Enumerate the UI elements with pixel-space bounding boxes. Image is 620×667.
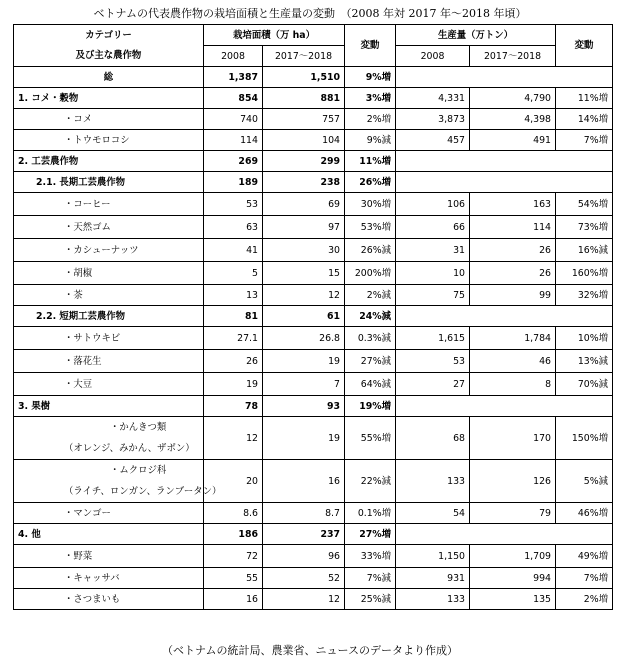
production-empty-cell <box>396 151 613 172</box>
production-2017-cell: 491 <box>470 130 556 151</box>
table-row <box>14 216 613 239</box>
crop-label-detail: （ライチ、ロンガン、ランブータン） <box>64 486 222 497</box>
area-change-cell: 200%増 <box>345 262 396 285</box>
area-2017-cell: 69 <box>263 193 345 216</box>
table-row <box>14 460 613 503</box>
area-2008-cell: 13 <box>204 285 263 306</box>
area-change-cell: 0.1%増 <box>345 503 396 524</box>
table-row <box>14 88 613 109</box>
production-2017-cell: 99 <box>470 285 556 306</box>
area-change-cell: 27%減 <box>345 350 396 373</box>
area-2017-cell: 238 <box>263 172 345 193</box>
production-2008-cell: 106 <box>396 193 470 216</box>
crop-label-detail: （オレンジ、みかん、ザボン） <box>64 443 195 454</box>
crop-label: ・野菜 <box>14 545 204 568</box>
crop-label-main: ・ムクロジ科 <box>110 465 167 476</box>
crop-label: ・天然ゴム <box>14 216 204 239</box>
production-change-cell: 5%減 <box>556 460 613 503</box>
area-2017-cell: 881 <box>263 88 345 109</box>
area-2017-cell: 97 <box>263 216 345 239</box>
production-2008-cell: 931 <box>396 568 470 589</box>
area-change-cell: 26%増 <box>345 172 396 193</box>
area-2008-cell: 5 <box>204 262 263 285</box>
production-2008-cell: 457 <box>396 130 470 151</box>
production-2008-cell: 3,873 <box>396 109 470 130</box>
production-2017-cell: 1,784 <box>470 327 556 350</box>
table-row <box>14 67 613 88</box>
production-2017-cell: 135 <box>470 589 556 610</box>
area-2017-cell: 19 <box>263 350 345 373</box>
table-row <box>14 262 613 285</box>
table-row <box>14 396 613 417</box>
production-empty-cell <box>396 396 613 417</box>
crop-label: ・落花生 <box>14 350 204 373</box>
area-2017-cell: 7 <box>263 373 345 396</box>
table-row <box>14 172 613 193</box>
area-2017-cell: 96 <box>263 545 345 568</box>
area-2017-cell: 299 <box>263 151 345 172</box>
table-row <box>14 239 613 262</box>
production-2008-cell: 1,150 <box>396 545 470 568</box>
production-change-cell: 54%増 <box>556 193 613 216</box>
table-row <box>14 327 613 350</box>
table-row <box>14 151 613 172</box>
production-change-cell: 32%増 <box>556 285 613 306</box>
header-area-change: 変動 <box>345 25 396 67</box>
production-2017-cell: 114 <box>470 216 556 239</box>
production-change-cell: 46%増 <box>556 503 613 524</box>
header-production-change: 変動 <box>556 25 613 67</box>
area-change-cell: 2%増 <box>345 109 396 130</box>
table-row <box>14 109 613 130</box>
area-change-cell: 2%減 <box>345 285 396 306</box>
production-2008-cell: 68 <box>396 417 470 460</box>
production-2017-cell: 8 <box>470 373 556 396</box>
crop-statistics-table <box>13 24 613 610</box>
crop-label: ・コメ <box>14 109 204 130</box>
area-2008-cell: 19 <box>204 373 263 396</box>
production-2017-cell: 79 <box>470 503 556 524</box>
crop-label: ・さつまいも <box>14 589 204 610</box>
table-row <box>14 545 613 568</box>
crop-label: 3. 果樹 <box>14 396 204 417</box>
header-area: 栽培面積（万 ha） <box>204 25 345 46</box>
area-2017-cell: 8.7 <box>263 503 345 524</box>
table-row <box>14 193 613 216</box>
area-change-cell: 64%減 <box>345 373 396 396</box>
area-change-cell: 53%増 <box>345 216 396 239</box>
table-row <box>14 306 613 327</box>
table-title: ベトナムの代表農作物の栽培面積と生産量の変動 （2008 年対 2017 年～2018 年頃） <box>93 7 527 20</box>
crop-label: ・サトウキビ <box>14 327 204 350</box>
production-2008-cell: 1,615 <box>396 327 470 350</box>
area-change-cell: 9%減 <box>345 130 396 151</box>
production-2008-cell: 133 <box>396 589 470 610</box>
production-2017-cell: 163 <box>470 193 556 216</box>
area-2017-cell: 12 <box>263 285 345 306</box>
area-2008-cell: 81 <box>204 306 263 327</box>
area-change-cell: 11%増 <box>345 151 396 172</box>
table-row <box>14 524 613 545</box>
production-change-cell: 73%増 <box>556 216 613 239</box>
area-2008-cell: 740 <box>204 109 263 130</box>
crop-label: 4. 他 <box>14 524 204 545</box>
header-area-2008: 2008 <box>204 46 263 67</box>
area-2008-cell: 55 <box>204 568 263 589</box>
area-2008-cell: 27.1 <box>204 327 263 350</box>
production-2008-cell: 10 <box>396 262 470 285</box>
area-change-cell: 55%増 <box>345 417 396 460</box>
area-2017-cell: 19 <box>263 417 345 460</box>
table-row <box>14 417 613 460</box>
area-2017-cell: 1,510 <box>263 67 345 88</box>
production-change-cell: 10%増 <box>556 327 613 350</box>
crop-label <box>14 460 222 503</box>
area-2017-cell: 757 <box>263 109 345 130</box>
production-2017-cell: 126 <box>470 460 556 503</box>
production-change-cell: 7%増 <box>556 568 613 589</box>
crop-label: ・コーヒー <box>14 193 204 216</box>
area-change-cell: 27%増 <box>345 524 396 545</box>
crop-label: ・トウモロコシ <box>14 130 204 151</box>
header-production-2008: 2008 <box>396 46 470 67</box>
crop-label: 2.2. 短期工芸農作物 <box>14 306 204 327</box>
crop-label: ・カシューナッツ <box>14 239 204 262</box>
production-2008-cell: 53 <box>396 350 470 373</box>
area-2017-cell: 237 <box>263 524 345 545</box>
production-change-cell: 70%減 <box>556 373 613 396</box>
header-area-2017: 2017～2018 <box>263 46 345 67</box>
table-row <box>14 568 613 589</box>
production-empty-cell <box>396 67 613 88</box>
area-change-cell: 0.3%減 <box>345 327 396 350</box>
area-2017-cell: 52 <box>263 568 345 589</box>
area-2008-cell: 114 <box>204 130 263 151</box>
production-2017-cell: 26 <box>470 262 556 285</box>
area-2008-cell: 53 <box>204 193 263 216</box>
area-2017-cell: 104 <box>263 130 345 151</box>
area-2017-cell: 26.8 <box>263 327 345 350</box>
area-2008-cell: 41 <box>204 239 263 262</box>
table-row <box>14 130 613 151</box>
crop-label: ・キャッサバ <box>14 568 204 589</box>
production-empty-cell <box>396 172 613 193</box>
production-empty-cell <box>396 524 613 545</box>
area-2008-cell: 26 <box>204 350 263 373</box>
header-production-2017: 2017～2018 <box>470 46 556 67</box>
production-2008-cell: 31 <box>396 239 470 262</box>
area-change-cell: 24%減 <box>345 306 396 327</box>
area-change-cell: 19%増 <box>345 396 396 417</box>
area-2008-cell: 1,387 <box>204 67 263 88</box>
production-2008-cell: 66 <box>396 216 470 239</box>
area-change-cell: 7%減 <box>345 568 396 589</box>
production-change-cell: 11%増 <box>556 88 613 109</box>
crop-label: 2. 工芸農作物 <box>14 151 204 172</box>
production-empty-cell <box>396 306 613 327</box>
area-2017-cell: 93 <box>263 396 345 417</box>
area-2008-cell: 854 <box>204 88 263 109</box>
production-change-cell: 13%減 <box>556 350 613 373</box>
area-2017-cell: 30 <box>263 239 345 262</box>
crop-label <box>14 417 204 460</box>
production-change-cell: 7%増 <box>556 130 613 151</box>
area-change-cell: 30%増 <box>345 193 396 216</box>
production-2008-cell: 133 <box>396 460 470 503</box>
production-2008-cell: 75 <box>396 285 470 306</box>
crop-label: ・胡椒 <box>14 262 204 285</box>
header-category: カテゴリー <box>14 25 204 46</box>
area-2008-cell: 12 <box>204 417 263 460</box>
area-2008-cell: 186 <box>204 524 263 545</box>
table-row <box>14 285 613 306</box>
area-2008-cell: 78 <box>204 396 263 417</box>
production-change-cell: 14%増 <box>556 109 613 130</box>
table-row <box>14 350 613 373</box>
production-2017-cell: 994 <box>470 568 556 589</box>
production-2017-cell: 1,709 <box>470 545 556 568</box>
area-2008-cell: 269 <box>204 151 263 172</box>
source-note: （ベトナムの統計局、農業省、ニュースのデータより作成） <box>162 644 458 657</box>
area-change-cell: 3%増 <box>345 88 396 109</box>
area-2008-cell: 189 <box>204 172 263 193</box>
area-2008-cell: 20 <box>204 460 263 503</box>
crop-label: 総 <box>14 67 204 88</box>
header-category-sub: 及び主な農作物 <box>14 46 204 67</box>
area-2017-cell: 12 <box>263 589 345 610</box>
area-change-cell: 26%減 <box>345 239 396 262</box>
production-2017-cell: 4,790 <box>470 88 556 109</box>
crop-label-main: ・かんきつ類 <box>110 422 167 433</box>
production-2017-cell: 46 <box>470 350 556 373</box>
production-change-cell: 160%増 <box>556 262 613 285</box>
production-2017-cell: 4,398 <box>470 109 556 130</box>
crop-label: 2.1. 長期工芸農作物 <box>14 172 204 193</box>
crop-label: 1. コメ・穀物 <box>14 88 204 109</box>
crop-label: ・茶 <box>14 285 204 306</box>
production-2017-cell: 26 <box>470 239 556 262</box>
production-change-cell: 16%減 <box>556 239 613 262</box>
table-row <box>14 503 613 524</box>
area-change-cell: 9%増 <box>345 67 396 88</box>
area-2017-cell: 16 <box>263 460 345 503</box>
production-2008-cell: 54 <box>396 503 470 524</box>
production-change-cell: 150%増 <box>556 417 613 460</box>
table-row <box>14 373 613 396</box>
production-change-cell: 49%増 <box>556 545 613 568</box>
header-row-1 <box>14 25 613 46</box>
area-change-cell: 25%減 <box>345 589 396 610</box>
area-change-cell: 22%減 <box>345 460 396 503</box>
area-2008-cell: 16 <box>204 589 263 610</box>
header-production: 生産量（万トン） <box>396 25 556 46</box>
production-2008-cell: 27 <box>396 373 470 396</box>
area-change-cell: 33%増 <box>345 545 396 568</box>
crop-label: ・マンゴー <box>14 503 204 524</box>
area-2008-cell: 8.6 <box>204 503 263 524</box>
area-2008-cell: 72 <box>204 545 263 568</box>
crop-label: ・大豆 <box>14 373 204 396</box>
header-row-2 <box>14 46 613 67</box>
production-2017-cell: 170 <box>470 417 556 460</box>
production-change-cell: 2%増 <box>556 589 613 610</box>
table-row <box>14 589 613 610</box>
area-2017-cell: 15 <box>263 262 345 285</box>
production-2008-cell: 4,331 <box>396 88 470 109</box>
area-2017-cell: 61 <box>263 306 345 327</box>
area-2008-cell: 63 <box>204 216 263 239</box>
